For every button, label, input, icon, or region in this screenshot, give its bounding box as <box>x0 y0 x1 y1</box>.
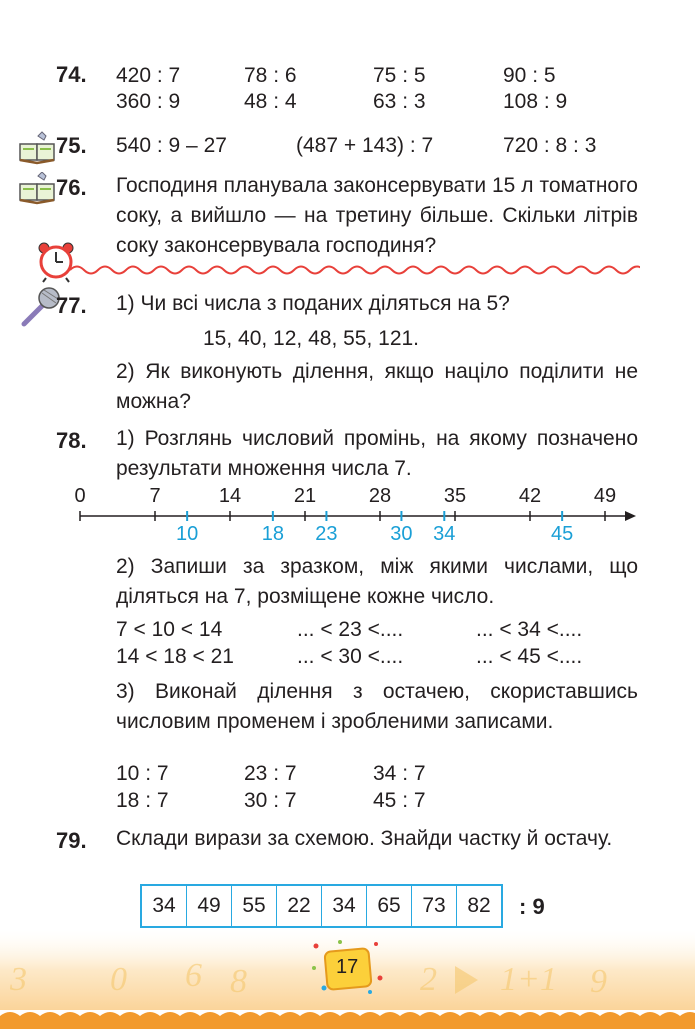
ray-bottom-label: 45 <box>551 523 574 545</box>
sequence-cell: 55 <box>232 886 277 926</box>
exercise-76-number: 76. <box>56 175 87 200</box>
sequence-cell: 34 <box>142 886 187 926</box>
svg-text:0: 0 <box>110 961 127 998</box>
ray-bottom-label: 23 <box>315 523 338 545</box>
exercise-74-number: 74. <box>56 62 87 87</box>
ex74-item: 420 : 7 <box>116 64 181 87</box>
number-ray <box>60 480 650 550</box>
ex77-numbers: 15, 40, 12, 48, 55, 121. <box>203 327 420 350</box>
svg-text:2: 2 <box>420 961 437 998</box>
ex74-item: 360 : 9 <box>116 90 181 113</box>
ray-top-label: 14 <box>218 485 242 507</box>
page-number: 17 <box>336 956 359 978</box>
ray-top-label: 35 <box>443 485 467 507</box>
ex74-item: 48 : 4 <box>244 90 297 113</box>
ex76-text: Господиня планувала законсервувати 15 л томатного соку, а вийшло — на третину більше. Скільки літрів соку законсервувала господиня? <box>116 174 638 257</box>
sequence-cell: 22 <box>277 886 322 926</box>
exercise-79-number: 79. <box>56 828 87 853</box>
inequality: 14 < 18 < 21 <box>116 645 234 668</box>
ex79-text: Склади вирази за схемою. Знайди частку й остачу. <box>116 827 613 850</box>
number-sequence <box>140 884 503 928</box>
divisor: : 9 <box>519 894 545 919</box>
ex77-question-1: 1) Чи всі числа з поданих діляться на 5? <box>116 292 510 315</box>
ex78-question-2: 2) Запиши за зразком, між якими числами, що діляться на 7, розміщене кожне число. <box>116 555 638 608</box>
ex75-item: (487 + 143) : 7 <box>296 134 434 157</box>
division: 10 : 7 <box>116 762 169 785</box>
wavy-divider <box>70 262 640 278</box>
svg-text:3: 3 <box>10 961 27 998</box>
sequence-cell: 82 <box>467 894 491 917</box>
exercise-75-number: 75. <box>56 133 87 158</box>
sequence-cell: 49 <box>187 886 232 926</box>
svg-text:6: 6 <box>185 957 202 994</box>
sequence-cell: 34 <box>322 886 367 926</box>
ex77-question-2: 2) Як виконують ділення, якщо націло поділити не можна? <box>116 360 638 413</box>
division: 30 : 7 <box>244 789 297 812</box>
ex74-item: 90 : 5 <box>503 64 556 87</box>
sequence-cell: 65 <box>367 886 412 926</box>
ray-bottom-label: 10 <box>176 523 199 545</box>
ex75-item: 720 : 8 : 3 <box>503 134 597 157</box>
division: 45 : 7 <box>373 789 426 812</box>
exercise-77-number: 77. <box>56 293 87 318</box>
ex78-question-3: 3) Виконай ділення з остачею, скориставшись числовим променем і зробленими записами. <box>116 680 638 733</box>
ray-top-label: 42 <box>518 485 542 507</box>
ray-bottom-label: 18 <box>261 523 284 545</box>
inequality: ... < 30 <.... <box>297 645 404 668</box>
ex75-item: 540 : 9 – 27 <box>116 134 227 157</box>
ex78-question-1: 1) Розглянь числовий промінь, на якому позначено результати множення числа 7. <box>116 427 638 480</box>
ray-bottom-label: 34 <box>433 523 456 545</box>
inequality: ... < 23 <.... <box>297 618 404 641</box>
svg-text:1+1: 1+1 <box>500 961 557 998</box>
ex74-item: 78 : 6 <box>244 64 297 87</box>
inequality: ... < 34 <.... <box>476 618 583 641</box>
ex74-item: 108 : 9 <box>503 90 568 113</box>
svg-text:8: 8 <box>230 963 247 1000</box>
ray-arrow-icon <box>625 511 636 521</box>
ex74-item: 75 : 5 <box>373 64 426 87</box>
book-icon <box>16 172 60 216</box>
svg-text:9: 9 <box>590 963 607 1000</box>
division: 34 : 7 <box>373 762 426 785</box>
inequality: 7 < 10 < 14 <box>116 618 223 641</box>
ray-top-label: 7 <box>149 485 161 507</box>
ray-top-label: 49 <box>593 485 617 507</box>
ex74-item: 63 : 3 <box>373 90 426 113</box>
sequence-cell: 73 <box>412 886 457 926</box>
division: 23 : 7 <box>244 762 297 785</box>
exercise-78-number: 78. <box>56 428 87 453</box>
ray-bottom-label: 30 <box>390 523 413 545</box>
ray-top-label: 0 <box>74 485 86 507</box>
ray-top-label: 28 <box>368 485 392 507</box>
ray-top-label: 21 <box>293 485 317 507</box>
inequality: ... < 45 <.... <box>476 645 583 668</box>
division: 18 : 7 <box>116 789 169 812</box>
